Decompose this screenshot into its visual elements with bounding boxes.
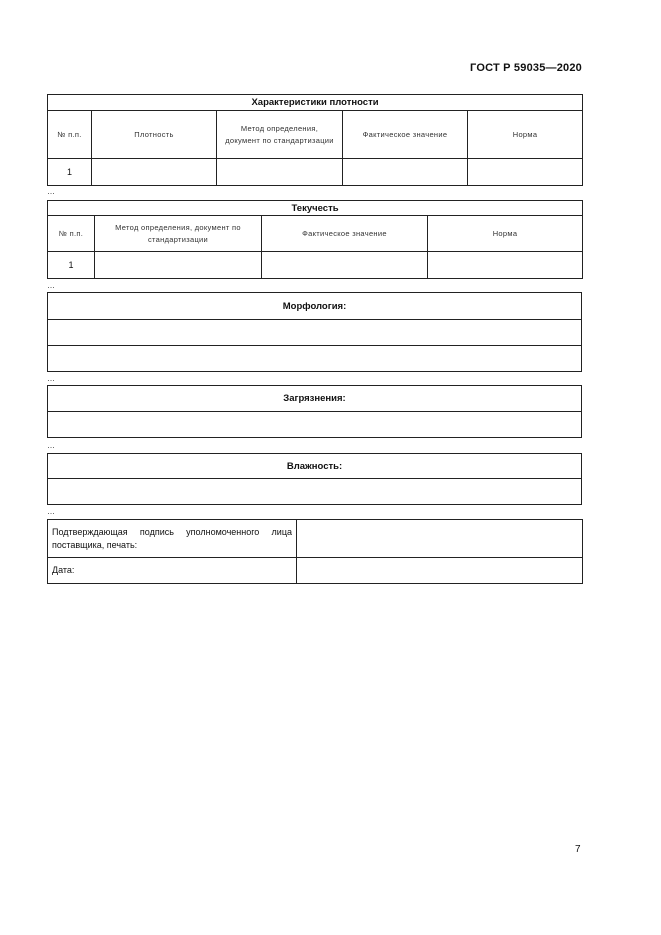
signature-table [47,519,583,584]
contamination-table [47,385,582,438]
column-header: № п.п. [48,111,92,159]
column-header: Норма [468,111,583,159]
fluidity-table-title: Текучесть [48,201,583,216]
morphology-table [47,292,582,372]
column-header: Плотность [92,111,217,159]
morphology-table-title: Морфология: [48,293,582,320]
empty-row [48,479,582,505]
norm-cell [468,159,583,186]
continuation-ellipsis: … [47,187,55,196]
method-cell [217,159,343,186]
density-cell [92,159,217,186]
signature-field [297,520,583,558]
continuation-ellipsis: … [47,281,55,290]
column-header: № п.п. [48,216,95,252]
signature-label: Подтверждающая подпись уполномоченного лица поставщика, печать: [48,520,297,558]
empty-row [48,346,582,372]
continuation-ellipsis: … [47,507,55,516]
continuation-ellipsis: … [47,374,55,383]
document-code: ГОСТ Р 59035—2020 [470,62,582,74]
column-header: Метод определения, документ по стандартизации [217,111,343,159]
fluidity-table [47,200,583,279]
actual-value-cell [343,159,468,186]
table-row [48,252,583,279]
row-number: 1 [48,252,95,279]
table-row [48,159,583,186]
moisture-table [47,453,582,505]
column-header: Метод определения, документ по стандартизации [95,216,262,252]
column-header: Фактическое значение [262,216,428,252]
empty-row [48,320,582,346]
density-table-title: Характеристики плотности [48,95,583,111]
date-label: Дата: [48,558,297,584]
date-field [297,558,583,584]
row-number: 1 [48,159,92,186]
column-header: Норма [428,216,583,252]
norm-cell [428,252,583,279]
page-number: 7 [575,844,581,855]
contamination-table-title: Загрязнения: [48,386,582,412]
actual-value-cell [262,252,428,279]
continuation-ellipsis: … [47,441,55,450]
method-cell [95,252,262,279]
column-header: Фактическое значение [343,111,468,159]
density-table [47,94,583,186]
empty-row [48,412,582,438]
moisture-table-title: Влажность: [48,454,582,479]
